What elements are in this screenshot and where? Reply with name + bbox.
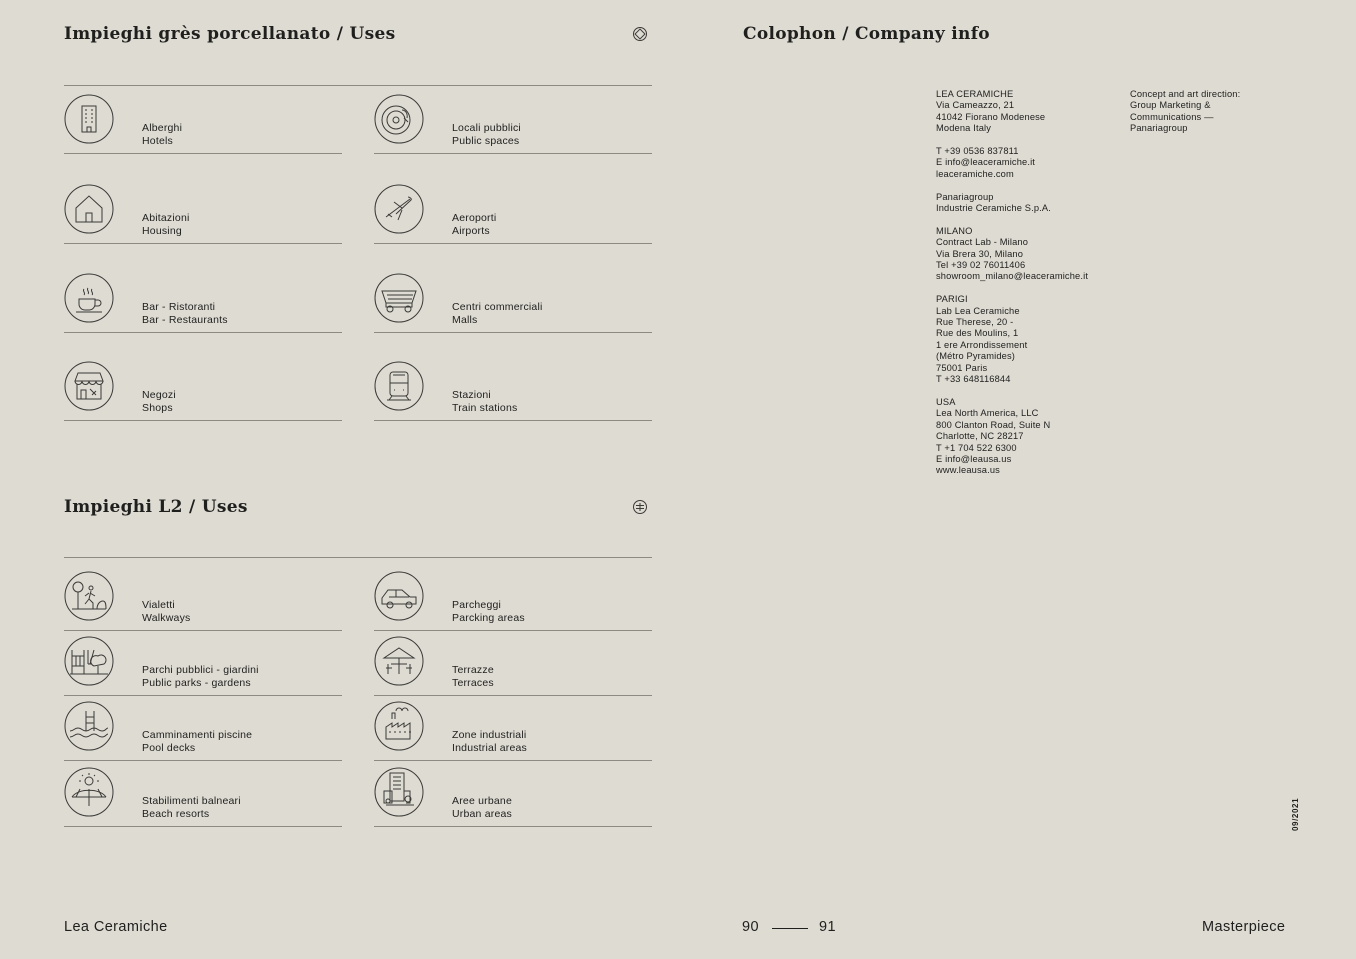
use-item-labels [142,301,228,326]
use-item [374,184,652,244]
coffee-cup-icon [64,273,114,323]
use-item [374,701,652,761]
use-item [374,273,652,333]
info-line: Lab Lea Ceramiche [936,305,1020,316]
use-item-labels [142,389,176,414]
info-line: Via Brera 30, Milano [936,248,1024,259]
use-label-en: Beach resorts [142,807,210,820]
use-label-it: Parcheggi [452,599,502,611]
info-line: E info@leaceramiche.it [936,157,1036,168]
use-label-en: Walkways [142,611,191,624]
use-item [374,361,652,421]
section-divider [64,557,652,558]
info-line: Rue des Moulins, 1 [936,328,1019,339]
use-item [374,571,652,631]
use-label-it: Stazioni [452,389,491,401]
info-line: T +39 0536 837811 [936,146,1019,157]
use-item-labels [452,599,525,624]
use-item [374,767,652,827]
house-icon [64,184,114,234]
info-line: Industrie Ceramiche S.p.A. [936,203,1051,214]
use-label-it: Terrazze [452,664,494,676]
factory-icon [374,701,424,751]
pool-icon [64,701,114,751]
colophon-title: Colophon / Company info [743,24,990,44]
info-line: leaceramiche.com [936,168,1014,179]
info-line: T +1 704 522 6300 [936,442,1017,453]
use-item-labels [142,729,252,754]
use-label-en: Pool decks [142,741,196,754]
vinyl-record-icon [374,94,424,144]
use-label-it: Stabilimenti balneari [142,795,241,807]
use-label-en: Industrial areas [452,741,527,754]
use-item [64,701,342,761]
shopping-cart-icon [374,273,424,323]
airplane-icon [374,184,424,234]
use-item [64,361,342,421]
walker-icon [64,571,114,621]
use-label-en: Malls [452,313,478,326]
credits-column [1130,89,1300,146]
footer-collection: Masterpiece [1202,919,1286,935]
info-line: E info@leausa.us [936,453,1012,464]
info-block [936,89,1116,135]
use-item [374,636,652,696]
info-block [936,294,1116,385]
use-item [64,571,342,631]
use-item [374,94,652,154]
use-label-it: Locali pubblici [452,122,521,134]
section-title-l2: Impieghi L2 / Uses [64,497,248,517]
info-line: Lea North America, LLC [936,408,1039,419]
info-line: www.leausa.us [936,465,1000,476]
use-item [64,94,342,154]
section-divider [64,85,652,86]
use-label-it: Abitazioni [142,212,190,224]
use-label-it: Camminamenti piscine [142,729,253,741]
info-line: USA [936,396,956,407]
info-line: MILANO [936,225,973,236]
info-line: Modena Italy [936,123,992,134]
use-item [64,273,342,333]
info-line: (Métro Pyramides) [936,351,1016,362]
use-label-en: Train stations [452,401,518,414]
use-item-labels [452,389,517,414]
use-item-labels [142,212,190,237]
use-item-labels [142,664,259,689]
info-line: Charlotte, NC 28217 [936,431,1024,442]
info-line: Panariagroup [936,191,994,202]
use-item-labels [452,212,496,237]
car-icon [374,571,424,621]
info-line: Via Cameazzo, 21 [936,100,1015,111]
info-line: PARIGI [936,294,968,305]
use-item-labels [452,795,512,820]
footer-brand: Lea Ceramiche [64,919,168,935]
train-icon [374,361,424,411]
use-item-labels [452,122,521,147]
info-line: 75001 Paris [936,362,988,373]
info-line: 800 Clanton Road, Suite N [936,419,1051,430]
use-label-it: Bar - Ristoranti [142,301,216,313]
use-label-it: Alberghi [142,122,183,134]
info-line: 1 ere Arrondissement [936,339,1028,350]
info-line: Concept and art direction: [1130,89,1241,99]
use-label-en: Bar - Restaurants [142,313,228,326]
section-title-porcelain: Impieghi grès porcellanato / Uses [64,24,396,44]
info-line: LEA CERAMICHE [936,89,1014,99]
l2-circle-icon [632,499,648,515]
use-label-it: Vialetti [142,599,175,611]
info-line: T +33 648116844 [936,374,1011,385]
use-label-en: Shops [142,401,173,414]
page-number-divider [772,928,808,929]
use-label-it: Aeroporti [452,212,497,224]
info-block [936,192,1116,215]
use-item-labels [142,795,241,820]
info-block [936,226,1116,283]
use-item-labels [142,122,182,147]
edition-date: 09/2021 [1291,797,1300,831]
diamond-circle-icon [632,26,648,42]
use-item-labels [452,729,527,754]
page-number-left: 90 [742,919,759,935]
hotel-icon [64,94,114,144]
info-block [936,146,1116,180]
use-label-it: Parchi pubblici - giardini [142,664,259,676]
use-label-en: Public parks - gardens [142,676,251,689]
info-line: Tel +39 02 76011406 [936,260,1026,271]
info-line: Contract Lab - Milano [936,237,1029,248]
shop-awning-icon [64,361,114,411]
use-label-en: Housing [142,224,182,237]
use-label-it: Zone industriali [452,729,527,741]
urban-icon [374,767,424,817]
use-item [64,184,342,244]
terrace-icon [374,636,424,686]
use-item [64,636,342,696]
use-label-en: Airports [452,224,490,237]
use-label-en: Public spaces [452,134,520,147]
use-item-labels [452,301,543,326]
use-item-labels [452,664,494,689]
info-line: Panariagroup [1130,123,1188,134]
use-label-it: Negozi [142,389,176,401]
use-label-en: Urban areas [452,807,512,820]
use-label-it: Aree urbane [452,795,512,807]
info-line: Communications — [1130,111,1214,122]
use-label-en: Parcking areas [452,611,525,624]
page-number-right: 91 [819,919,836,935]
info-line: 41042 Fiorano Modenese [936,111,1046,122]
info-line: showroom_milano@leaceramiche.it [936,271,1089,282]
use-label-en: Hotels [142,134,173,147]
company-info-column [936,89,1116,488]
beach-umbrella-icon [64,767,114,817]
use-item-labels [142,599,190,624]
info-block [1130,89,1300,135]
info-line: Rue Therese, 20 - [936,317,1014,328]
use-label-en: Terraces [452,676,494,689]
use-label-it: Centri commerciali [452,301,543,313]
info-line: Group Marketing & [1130,100,1211,111]
use-item [64,767,342,827]
info-block [936,397,1116,477]
park-icon [64,636,114,686]
